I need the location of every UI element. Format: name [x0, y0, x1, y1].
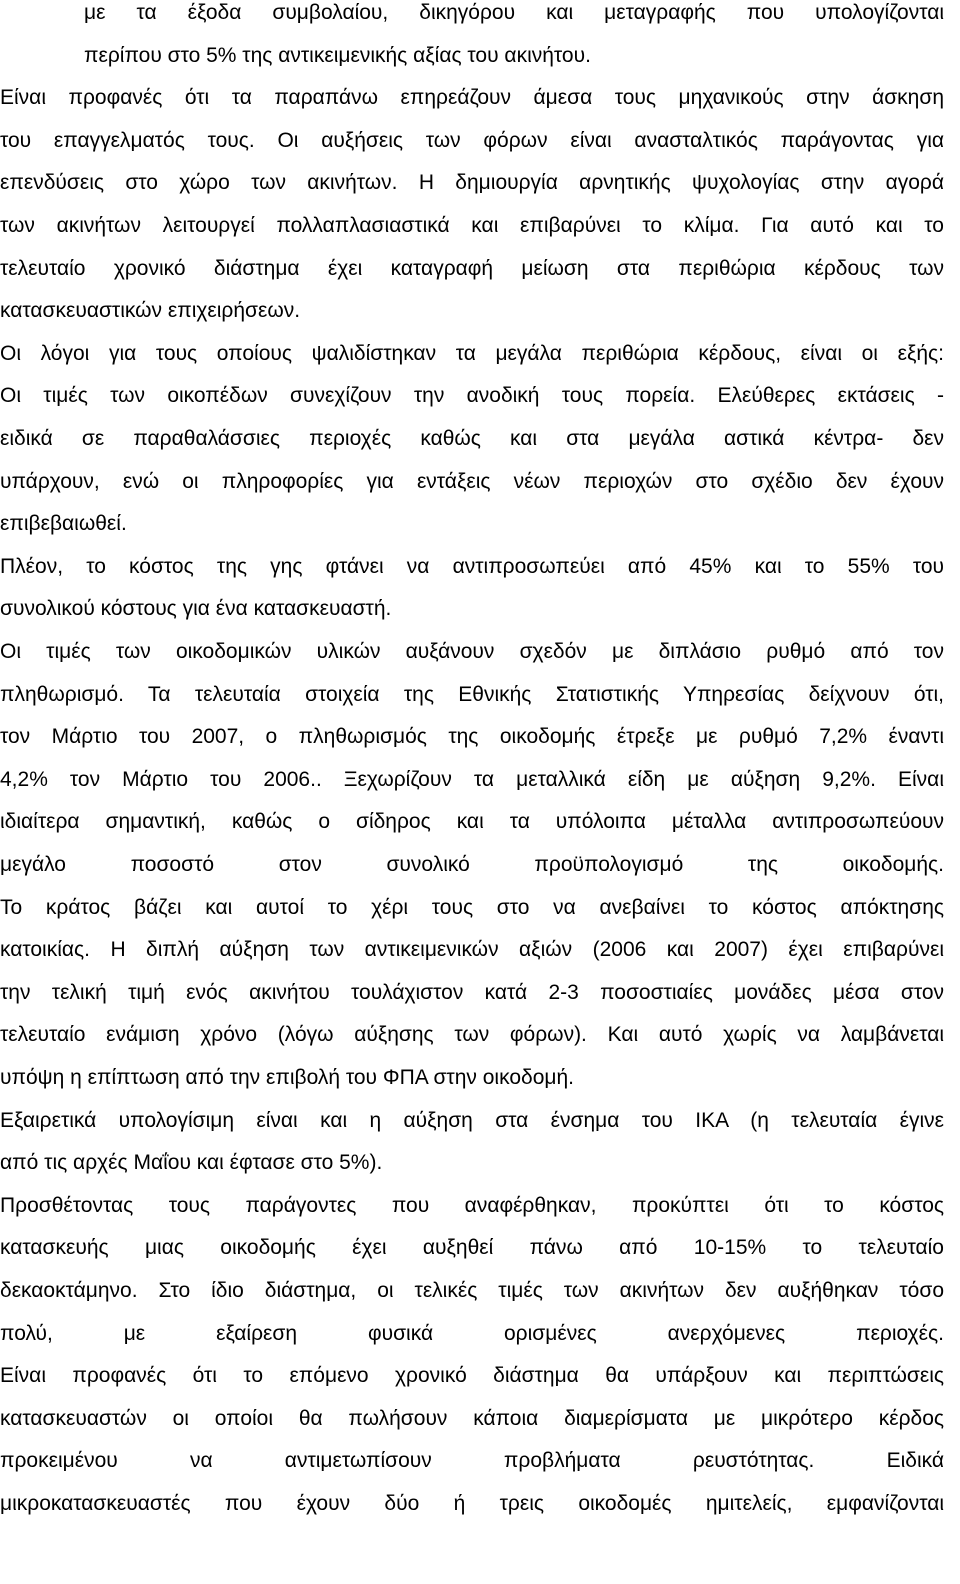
text-line: Προσθέτοντας τους παράγοντες που αναφέρθηκαν, προκύπτει ότι το κόστος — [0, 1193, 944, 1217]
text-line: ειδικά σε παραθαλάσσιες περιοχές καθώς και στα μεγάλα αστικά κέντρα- δεν — [0, 427, 944, 450]
text-line: προκειμένου να αντιμετωπίσουν προβλήματα ρευστότητας. Ειδικά — [0, 1449, 944, 1473]
text-line: επιβεβαιωθεί. — [0, 512, 127, 536]
text-line: των ακινήτων λειτουργεί πολλαπλασιαστικά και επιβαρύνει το κλίμα. Για αυτό και το — [0, 214, 944, 237]
text-line: περίπου στο 5% της αντικειμενικής αξίας του ακινήτου. — [84, 43, 591, 67]
text-line: Πλέον, το κόστος της γης φτάνει να αντιπροσωπεύει από 45% και το 55% του — [0, 554, 944, 578]
text-line: Εξαιρετικά υπολογίσιμη είναι και η αύξηση στα ένσημα του ΙΚΑ (η τελευταία έγινε — [0, 1108, 944, 1132]
text-line: τελευταίο ενάμιση χρόνο (λόγω αύξησης των φόρων). Και αυτό χωρίς να λαμβάνεται — [0, 1023, 944, 1047]
text-line: 4,2% τον Μάρτιο του 2006.. Ξεχωρίζουν τα μεταλλικά είδη με αύξηση 9,2%. Είναι — [0, 767, 944, 791]
text-line: Είναι προφανές ότι το επόμενο χρονικό διάστημα θα υπάρξουν και περιπτώσεις — [0, 1364, 944, 1388]
text-line: Οι τιμές των οικοπέδων συνεχίζουν την ανοδική τους πορεία. Ελεύθερες εκτάσεις - — [0, 384, 944, 408]
text-line: την τελική τιμή ενός ακινήτου τουλάχιστον κατά 2-3 ποσοστιαίες μονάδες μέσα στον — [0, 980, 944, 1004]
text-line: Οι λόγοι για τους οποίους ψαλιδίστηκαν τα μεγάλα περιθώρια κέρδους, είναι οι εξής: — [0, 341, 944, 365]
text-line: συνολικού κόστους για ένα κατασκευαστή. — [0, 597, 392, 621]
text-line: ιδιαίτερα σημαντική, καθώς ο σίδηρος και τα υπόλοιπα μέταλλα αντιπροσωπεύουν — [0, 810, 944, 834]
text-line: υπάρχουν, ενώ οι πληροφορίες για εντάξεις νέων περιοχών στο σχέδιο δεν έχουν — [0, 469, 944, 493]
text-line: Είναι προφανές ότι τα παραπάνω επηρεάζουν άμεσα τους μηχανικούς στην άσκηση — [0, 86, 944, 110]
text-line: τελευταίο χρονικό διάστημα έχει καταγραφή μείωση στα περιθώρια κέρδους των — [0, 256, 944, 280]
text-line: κατασκευής μιας οικοδομής έχει αυξηθεί πάνω από 10-15% το τελευταίο — [0, 1236, 944, 1260]
text-line: από τις αρχές Μαΐου και έφτασε στο 5%). — [0, 1151, 383, 1175]
text-line: επενδύσεις στο χώρο των ακινήτων. Η δημιουργία αρνητικής ψυχολογίας στην αγορά — [0, 171, 944, 195]
text-line: του επαγγελματός τους. Οι αυξήσεις των φόρων είναι ανασταλτικός παράγοντας για — [0, 128, 944, 152]
text-line: κατασκευαστών οι οποίοι θα πωλήσουν κάποια διαμερίσματα με μικρότερο κέρδος — [0, 1406, 944, 1430]
text-line: Το κράτος βάζει και αυτοί το χέρι τους στο να ανεβαίνει το κόστος απόκτησης — [0, 895, 944, 919]
text-line: υπόψη η επίπτωση από την επιβολή του ΦΠΑ στην οικοδομή. — [0, 1066, 574, 1089]
text-line: κατασκευαστικών επιχειρήσεων. — [0, 299, 301, 323]
text-line: μεγάλο ποσοστό στον συνολικό προϋπολογισμό της οικοδομής. — [0, 853, 944, 876]
text-line: πολύ, με εξαίρεση φυσικά ορισμένες ανερχόμενες περιοχές. — [0, 1321, 944, 1345]
text-line: μικροκατασκευαστές που έχουν δύο ή τρεις οικοδομές ημιτελείς, εμφανίζονται — [0, 1492, 944, 1515]
text-line: Οι τιμές των οικοδομικών υλικών αυξάνουν σχεδόν με διπλάσιο ρυθμό από τον — [0, 640, 944, 663]
text-line: κατοικίας. Η διπλή αύξηση των αντικειμενικών αξιών (2006 και 2007) έχει επιβαρύνει — [0, 938, 944, 962]
text-line: δεκαοκτάμηνο. Στο ίδιο διάστημα, οι τελικές τιμές των ακινήτων δεν αυξήθηκαν τόσο — [0, 1279, 944, 1302]
text-line: πληθωρισμό. Τα τελευταία στοιχεία της Εθνικής Στατιστικής Υπηρεσίας δείχνουν ότι, — [0, 682, 944, 706]
text-line: με τα έξοδα συμβολαίου, δικηγόρου και μεταγραφής που υπολογίζονται — [84, 1, 944, 24]
text-line: τον Μάρτιο του 2007, ο πληθωρισμός της οικοδομής έτρεξε με ρυθμό 7,2% έναντι — [0, 725, 944, 749]
